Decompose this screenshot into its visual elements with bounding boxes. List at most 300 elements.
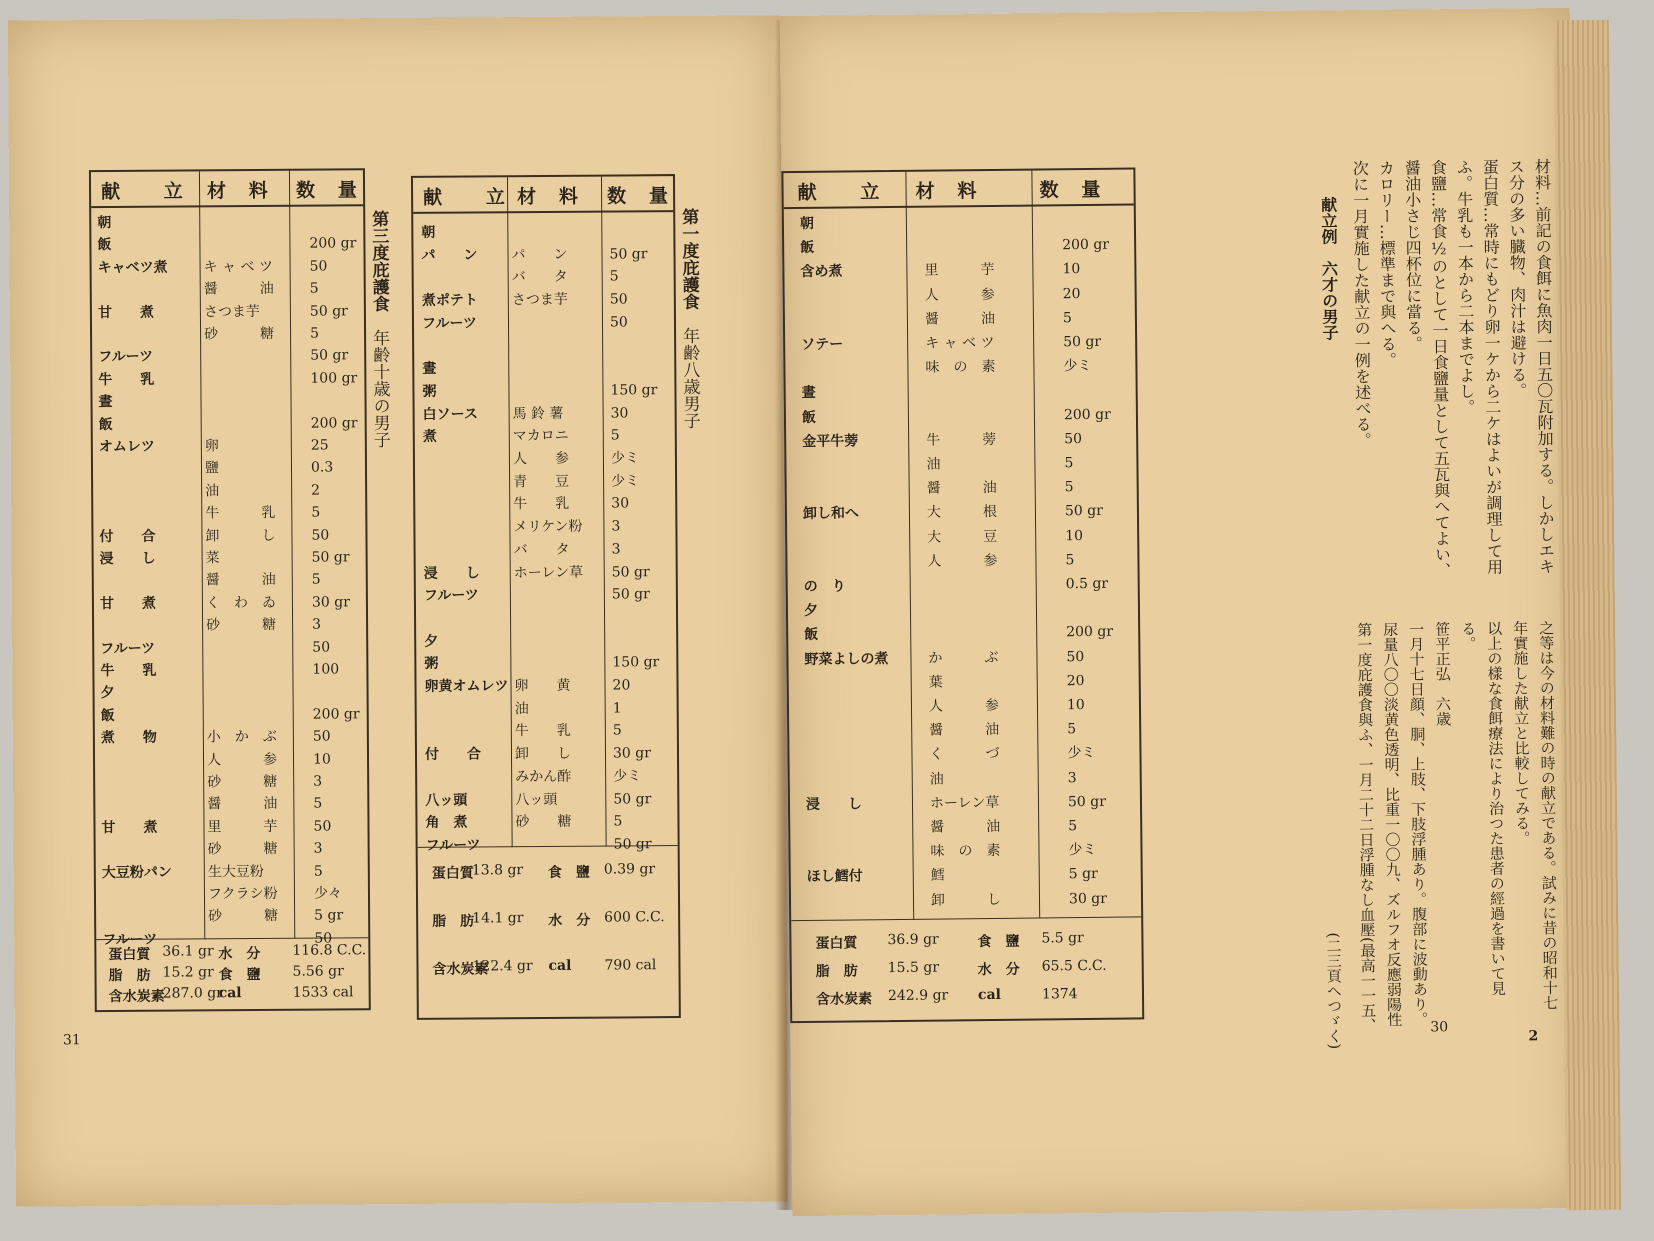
ingredient-cell: ホーレン草 bbox=[929, 794, 1000, 812]
table-row bbox=[91, 233, 363, 257]
text-col12: 以上の樣な食餌療法により治つた患者の經過を書いて見 bbox=[1485, 620, 1508, 996]
menu-cell: 煮 bbox=[422, 429, 437, 446]
ingredient-cell: ホーレン草 bbox=[513, 564, 584, 581]
header-ingredient: 材 料 bbox=[206, 179, 270, 203]
table-row bbox=[790, 839, 1140, 865]
menu-cell: 飯 bbox=[97, 237, 112, 254]
amount-cell: 50 bbox=[609, 291, 628, 308]
ingredient-cell: キ ャ ベ ツ bbox=[925, 334, 995, 352]
text-col13: る。 bbox=[1459, 620, 1478, 652]
amount-cell: 3 bbox=[313, 840, 323, 857]
table-header bbox=[413, 176, 673, 214]
table-row bbox=[787, 548, 1137, 574]
menu-table-example bbox=[781, 167, 1144, 1023]
table-row bbox=[786, 403, 1136, 429]
amount-cell: 20 bbox=[1062, 285, 1081, 302]
menu-cell: キャベツ煮 bbox=[97, 259, 168, 276]
left-page-number: 31 bbox=[62, 1032, 81, 1049]
amount-cell: 50 gr bbox=[611, 563, 650, 581]
table-row bbox=[96, 882, 368, 906]
nutrition-c: 水 分 bbox=[218, 945, 261, 963]
amount-cell: 少ミ bbox=[1068, 842, 1097, 859]
table-row bbox=[414, 265, 674, 289]
ingredient-cell: 人 参 bbox=[928, 697, 1000, 715]
table-row bbox=[93, 412, 365, 436]
amount-cell: 1 bbox=[612, 700, 622, 717]
nutrition-a: 含水炭素 bbox=[108, 988, 165, 1006]
table-row bbox=[95, 703, 367, 727]
amount-cell: 5 bbox=[1064, 455, 1074, 472]
table1-subtitle: 年齢十歳の男子 bbox=[369, 329, 390, 449]
table-row bbox=[415, 470, 675, 494]
menu-cell: オムレツ bbox=[98, 438, 155, 456]
table-row bbox=[92, 322, 364, 346]
menu-cell: ソテー bbox=[801, 336, 844, 353]
nutrition-a: 含水炭素 bbox=[432, 961, 489, 978]
table-row bbox=[417, 742, 677, 766]
menu-cell: 晝 bbox=[422, 360, 437, 378]
page-stack-edge bbox=[1554, 20, 1621, 1211]
table-row bbox=[414, 311, 674, 335]
amount-cell: 5 bbox=[609, 268, 619, 285]
table-row bbox=[787, 500, 1137, 526]
table1-title: 第三度庇護食 bbox=[368, 210, 389, 313]
amount-cell: 200 gr bbox=[1063, 406, 1111, 423]
text-col1: 材料…前記の食餌に魚肉一日五〇瓦附加する。しかしエキ bbox=[1532, 158, 1556, 575]
ingredient-cell: 醤 油 bbox=[205, 572, 276, 589]
amount-cell: 少ミ bbox=[611, 473, 640, 490]
ingredient-cell: 油 bbox=[514, 700, 529, 717]
amount-cell: 3 bbox=[611, 541, 621, 558]
ingredient-cell: 卵 bbox=[204, 438, 219, 455]
amount-cell: 50 gr bbox=[609, 245, 648, 263]
header-ingredient: 材 料 bbox=[517, 185, 580, 209]
ingredient-cell: さつま芋 bbox=[203, 303, 260, 320]
amount-cell: 50 bbox=[313, 818, 332, 835]
ingredient-cell: 味 の 素 bbox=[930, 843, 1001, 860]
amount-cell: 100 bbox=[312, 661, 340, 678]
amount-cell: 200 gr bbox=[309, 235, 357, 252]
right-page-number: 30 bbox=[1430, 1019, 1449, 1036]
ingredient-cell: さつま芋 bbox=[511, 291, 568, 309]
ingredient-cell: 卸 し bbox=[514, 745, 572, 763]
nutrition-c: 水 分 bbox=[977, 961, 1020, 979]
menu-table-third-degree bbox=[89, 168, 371, 1012]
menu-cell: 粥 bbox=[424, 656, 439, 673]
amount-cell: 3 bbox=[312, 616, 322, 633]
ingredient-cell: バ タ bbox=[513, 541, 570, 558]
menu-cell: フルーツ bbox=[102, 931, 158, 948]
menu-cell: 晝 bbox=[801, 385, 816, 402]
table-row bbox=[93, 434, 365, 458]
right-page bbox=[780, 8, 1583, 1216]
nutrition-b: 15.5 gr bbox=[887, 959, 940, 977]
ingredient-cell: キ ャ ベ ツ bbox=[203, 258, 274, 276]
ingredient-cell: 生大豆粉 bbox=[207, 863, 264, 880]
amount-cell: 5 bbox=[1062, 309, 1072, 327]
amount-cell: 50 gr bbox=[1067, 793, 1106, 810]
nutrition-a: 脂 肪 bbox=[815, 963, 858, 980]
text-col7: カロリー…標準まで與へる。 bbox=[1376, 159, 1398, 368]
nutrition-d: 65.5 C.C. bbox=[1041, 957, 1107, 975]
menu-cell: 含め煮 bbox=[800, 263, 843, 281]
menu-cell: 甘 煮 bbox=[97, 304, 154, 321]
amount-cell: 3 bbox=[313, 773, 323, 790]
amount-cell: 50 gr bbox=[613, 790, 652, 808]
table-row bbox=[786, 451, 1136, 477]
amount-cell: 50 bbox=[314, 930, 333, 947]
nutrition-c: cal bbox=[218, 985, 242, 1002]
table1-caption bbox=[367, 210, 391, 448]
amount-cell: 30 gr bbox=[311, 594, 350, 611]
header-menu: 献 立 bbox=[423, 186, 507, 209]
amount-cell: 少ミ bbox=[613, 768, 642, 785]
table-row bbox=[788, 645, 1138, 671]
amount-cell: 50 bbox=[311, 527, 330, 544]
menu-cell: フルーツ bbox=[100, 640, 156, 657]
table-row bbox=[96, 905, 368, 929]
menu-cell: 粥 bbox=[422, 383, 437, 400]
table-row bbox=[93, 479, 365, 503]
text-col6: 醤油小さじ四杯位に當る。 bbox=[1402, 159, 1424, 352]
amount-cell: 少ミ bbox=[1063, 358, 1092, 375]
ingredient-cell: 醤 油 bbox=[929, 722, 1000, 739]
amount-cell: 50 gr bbox=[1063, 333, 1102, 351]
table-row bbox=[93, 457, 365, 481]
table-row bbox=[791, 863, 1141, 889]
amount-cell: 200 gr bbox=[1066, 624, 1114, 641]
amount-cell: 5 bbox=[612, 722, 622, 739]
table-row bbox=[92, 367, 364, 391]
nutrition-b: 13.8 gr bbox=[471, 862, 524, 879]
ingredient-cell: 砂 糖 bbox=[515, 813, 572, 831]
ingredient-cell: パ ン bbox=[511, 246, 568, 263]
menu-cell: 野菜よしの煮 bbox=[804, 650, 889, 668]
amount-cell: 100 gr bbox=[310, 370, 358, 387]
nutrition-a: 蛋白質 bbox=[108, 946, 151, 964]
nutrition-a: 脂 肪 bbox=[432, 913, 475, 930]
table-row bbox=[413, 220, 673, 244]
table-row bbox=[787, 476, 1137, 502]
table-row bbox=[414, 379, 674, 403]
table2-title: 第一度庇護食 bbox=[678, 207, 699, 311]
table-row bbox=[95, 793, 367, 817]
text-col2: ス分の多い臓物、肉汁は避ける。 bbox=[1506, 158, 1528, 399]
header-amount: 数 量 bbox=[295, 179, 359, 202]
text-col18: (二三頁へつゞく) bbox=[1324, 932, 1344, 1050]
ingredient-cell: 八ッ頭 bbox=[515, 791, 558, 808]
menu-cell: 晝 bbox=[98, 394, 113, 411]
table-row bbox=[790, 766, 1140, 792]
table-row bbox=[92, 345, 364, 369]
ingredient-cell: 牛 乳 bbox=[514, 723, 571, 740]
nutrition-c: 食 鹽 bbox=[218, 966, 261, 984]
amount-cell: 30 bbox=[610, 404, 629, 422]
amount-cell: 10 bbox=[1062, 261, 1081, 278]
amount-cell: 0.3 bbox=[310, 459, 334, 476]
amount-cell: 5 bbox=[309, 280, 319, 297]
table-row bbox=[789, 669, 1139, 695]
amount-cell: 5 bbox=[1067, 721, 1077, 738]
table-row bbox=[785, 306, 1135, 332]
table-row bbox=[416, 651, 676, 675]
nutrition-c: 食 鹽 bbox=[977, 933, 1020, 951]
table-header bbox=[91, 170, 363, 208]
amount-cell: 50 gr bbox=[1064, 503, 1103, 520]
table-row bbox=[415, 424, 675, 448]
amount-cell: 5 bbox=[1068, 818, 1078, 835]
amount-cell: 30 gr bbox=[612, 745, 651, 762]
ingredient-cell: バ タ bbox=[511, 269, 568, 286]
table-row bbox=[785, 355, 1135, 381]
ingredient-cell: 葉 bbox=[928, 674, 943, 691]
ingredient-cell: 味 の 素 bbox=[925, 359, 996, 376]
amount-cell: 50 bbox=[309, 258, 328, 275]
amount-cell: 10 bbox=[1066, 697, 1085, 714]
table-row bbox=[418, 833, 678, 857]
ingredient-cell: 油 bbox=[205, 483, 220, 500]
nutrition-d: 600 C.C. bbox=[604, 909, 665, 926]
amount-cell: 200 gr bbox=[312, 706, 360, 723]
table-row bbox=[92, 300, 364, 324]
menu-cell: 牛 乳 bbox=[98, 371, 155, 388]
ingredient-cell: メリケン粉 bbox=[513, 518, 583, 536]
menu-cell: 付 合 bbox=[424, 746, 482, 763]
table-row bbox=[94, 569, 366, 593]
menu-cell: 卸し和へ bbox=[802, 505, 860, 523]
ingredient-cell: 青 豆 bbox=[513, 473, 570, 490]
amount-cell: 10 bbox=[312, 751, 331, 768]
table-row bbox=[416, 674, 676, 698]
ingredient-cell: 牛 乳 bbox=[205, 505, 276, 522]
nutrition-b: 287.0 gr bbox=[162, 985, 223, 1002]
table-row bbox=[92, 277, 364, 301]
table-row bbox=[790, 790, 1140, 816]
amount-cell: 2 bbox=[311, 482, 321, 499]
menu-cell: フルーツ bbox=[98, 349, 154, 366]
text-col5: 食鹽…常食½のとして一日食鹽量として五瓦與へてよい、 bbox=[1428, 159, 1452, 579]
amount-cell: 少ミ bbox=[1067, 745, 1096, 762]
table-row bbox=[416, 561, 676, 585]
nutrition-c: 食 鹽 bbox=[547, 864, 590, 881]
text-col3: 蛋白質…常時にもどり卵一ケから二ケはよいが調理して用 bbox=[1480, 158, 1504, 575]
nutrition-d: 5.5 gr bbox=[1041, 930, 1084, 947]
ingredient-cell: 人 参 bbox=[924, 286, 995, 304]
ingredient-cell: 醤 油 bbox=[924, 310, 996, 328]
menu-cell: 飯 bbox=[98, 416, 113, 433]
menu-cell: 八ッ頭 bbox=[425, 792, 468, 809]
ingredient-cell: マカロニ bbox=[512, 428, 569, 445]
nutrition-d: 5.56 gr bbox=[292, 963, 344, 980]
ingredient-cell: 人 参 bbox=[512, 450, 569, 468]
amount-cell: 少ミ bbox=[610, 450, 639, 467]
amount-cell: 20 bbox=[1066, 672, 1085, 689]
amount-cell: 50 gr bbox=[611, 586, 650, 603]
menu-cell: 煮ポテト bbox=[421, 292, 478, 309]
menu-table-first-degree bbox=[411, 174, 681, 1020]
table-row bbox=[787, 524, 1137, 550]
amount-cell: 少々 bbox=[313, 885, 343, 902]
amount-cell: 50 bbox=[1066, 648, 1085, 665]
table-row bbox=[784, 234, 1134, 260]
menu-cell: フルーツ bbox=[421, 315, 477, 332]
nutrition-d: 1533 cal bbox=[292, 984, 354, 1001]
amount-cell: 50 bbox=[312, 728, 331, 745]
table-row bbox=[96, 837, 368, 861]
amount-cell: 150 gr bbox=[612, 654, 660, 671]
ingredient-cell: か ぶ bbox=[928, 649, 999, 667]
ingredient-cell: 油 bbox=[929, 771, 944, 788]
text-col14: 笹平正弘 六歳 bbox=[1433, 621, 1453, 727]
table-row bbox=[95, 725, 367, 749]
amount-cell: 5 bbox=[311, 504, 321, 521]
table-row bbox=[784, 258, 1134, 284]
amount-cell: 5 gr bbox=[314, 907, 344, 924]
menu-cell: フルーツ bbox=[425, 837, 481, 854]
menu-cell: の り bbox=[803, 578, 846, 595]
table-row bbox=[789, 693, 1139, 719]
table-row bbox=[786, 379, 1136, 405]
amount-cell: 5 bbox=[311, 571, 321, 588]
nutrition-b: 36.9 gr bbox=[887, 931, 939, 949]
table-row bbox=[416, 606, 676, 630]
table-row bbox=[788, 597, 1138, 623]
amount-cell: 50 gr bbox=[613, 836, 652, 853]
table-row bbox=[413, 243, 673, 267]
table-row bbox=[415, 447, 675, 471]
table-row bbox=[96, 860, 368, 884]
ingredient-cell: 馬 鈴 薯 bbox=[512, 405, 564, 422]
amount-cell: 3 bbox=[611, 518, 621, 535]
ingredient-cell: 醤 油 bbox=[203, 281, 274, 298]
ingredient-cell: 里 芋 bbox=[207, 818, 278, 836]
menu-cell: 煮 物 bbox=[100, 729, 157, 747]
menu-cell: 付 合 bbox=[99, 528, 156, 545]
header-menu: 献 立 bbox=[797, 181, 882, 204]
header-ingredient: 材 料 bbox=[915, 180, 979, 203]
ingredient-cell: 醤 油 bbox=[926, 480, 997, 497]
menu-cell: パ ン bbox=[421, 247, 478, 264]
nutrition-a: 蛋白質 bbox=[431, 865, 474, 882]
table-row bbox=[789, 742, 1139, 768]
menu-cell: 夕 bbox=[100, 685, 115, 702]
ingredient-cell: 大 豆 bbox=[927, 528, 998, 546]
menu-cell: 牛 乳 bbox=[100, 662, 157, 680]
ingredient-cell: 大 根 bbox=[926, 504, 998, 522]
table-row bbox=[417, 810, 677, 834]
table-header bbox=[783, 169, 1133, 209]
amount-cell: 30 gr bbox=[1068, 890, 1108, 907]
menu-cell: ほし鱈付 bbox=[806, 868, 863, 886]
ingredient-cell: フクラシ粉 bbox=[207, 885, 278, 903]
menu-cell: 甘 煮 bbox=[101, 819, 158, 836]
text-col10: 之等は今の材料難の時の献立である。試みに昔の昭和十七 bbox=[1537, 620, 1560, 1011]
text-col17: 第一度庇護食與ふ、一月二十二日浮腫なし血壓(最高一一五、 bbox=[1355, 621, 1378, 1034]
nutrition-b: 14.1 gr bbox=[472, 910, 524, 927]
ingredient-cell: 鱈 bbox=[930, 867, 945, 885]
table-row bbox=[94, 636, 366, 660]
menu-cell: 朝 bbox=[421, 224, 436, 241]
left-page bbox=[8, 15, 788, 1206]
menu-cell: フルーツ bbox=[423, 587, 479, 605]
table-row bbox=[785, 330, 1135, 356]
nutrition-b: 242.9 gr bbox=[887, 987, 949, 1005]
nutrition-c: cal bbox=[977, 986, 1002, 1004]
amount-cell: 50 bbox=[1064, 430, 1083, 448]
amount-cell: 5 gr bbox=[1068, 866, 1098, 883]
table-row bbox=[93, 501, 365, 525]
table-row bbox=[417, 719, 677, 743]
table2-caption bbox=[677, 208, 701, 429]
amount-cell: 50 bbox=[312, 639, 331, 656]
ingredient-cell: 醤 油 bbox=[930, 818, 1001, 836]
ingredient-cell: 牛 蒡 bbox=[926, 431, 997, 449]
table-row bbox=[415, 492, 675, 516]
ingredient-cell: 里 芋 bbox=[924, 262, 995, 280]
menu-cell: 飯 bbox=[100, 707, 115, 724]
amount-cell: 10 bbox=[1065, 527, 1084, 544]
table-row bbox=[786, 427, 1136, 453]
amount-cell: 5 bbox=[610, 427, 620, 444]
table2-subtitle: 年齢八歳男子 bbox=[679, 326, 700, 430]
ingredient-cell: 菜 bbox=[205, 550, 220, 567]
ingredient-cell: 砂 糖 bbox=[208, 908, 279, 925]
text-col11: 年實施した献立と比較してみる。 bbox=[1511, 620, 1532, 846]
nutrition-a: 含水炭素 bbox=[815, 991, 873, 1008]
menu-cell: 朝 bbox=[97, 214, 112, 232]
amount-cell: 3 bbox=[1067, 769, 1077, 786]
nutrition-c: 水 分 bbox=[548, 912, 591, 929]
amount-cell: 150 gr bbox=[610, 382, 658, 399]
amount-cell: 5 bbox=[1064, 479, 1074, 496]
table-row bbox=[415, 515, 675, 539]
nutrition-a: 蛋白質 bbox=[815, 935, 858, 952]
table-row bbox=[416, 583, 676, 607]
menu-cell: 甘 煮 bbox=[99, 595, 156, 612]
amount-cell: 20 bbox=[612, 677, 631, 694]
nutrition-d: 790 cal bbox=[604, 957, 657, 974]
ingredient-cell: 卵 黄 bbox=[514, 677, 571, 695]
menu-cell: 朝 bbox=[799, 215, 814, 232]
header-menu: 献 立 bbox=[100, 180, 185, 204]
amount-cell: 5 bbox=[1065, 551, 1075, 569]
nutrition-d: 1374 bbox=[1041, 986, 1078, 1003]
table-row bbox=[94, 591, 366, 615]
nutrition-b: 15.2 gr bbox=[162, 964, 214, 981]
nutrition-a: 脂 肪 bbox=[108, 967, 151, 985]
menu-cell: 大豆粉パン bbox=[101, 864, 172, 881]
amount-cell: 50 gr bbox=[310, 347, 349, 364]
nutrition-b: 122.4 gr bbox=[472, 958, 533, 975]
table-row bbox=[94, 658, 366, 682]
table-row bbox=[414, 356, 674, 380]
menu-cell: 卵黄オムレツ bbox=[424, 678, 509, 695]
table-row bbox=[789, 718, 1139, 744]
table-row bbox=[417, 697, 677, 721]
ingredient-cell: 砂 糖 bbox=[207, 841, 278, 858]
nutrition-c: cal bbox=[548, 957, 572, 974]
amount-cell: 5 bbox=[313, 863, 323, 880]
header-amount: 数 量 bbox=[607, 185, 670, 208]
table-row bbox=[417, 788, 677, 812]
amount-cell: 25 bbox=[310, 437, 329, 454]
amount-cell: 50 gr bbox=[309, 302, 348, 320]
ingredient-cell: 醤 油 bbox=[207, 796, 278, 813]
table-row bbox=[416, 629, 676, 653]
ingredient-cell: く づ bbox=[929, 746, 1000, 764]
amount-cell: 0.5 gr bbox=[1065, 575, 1109, 593]
amount-cell: 5 bbox=[310, 325, 320, 342]
